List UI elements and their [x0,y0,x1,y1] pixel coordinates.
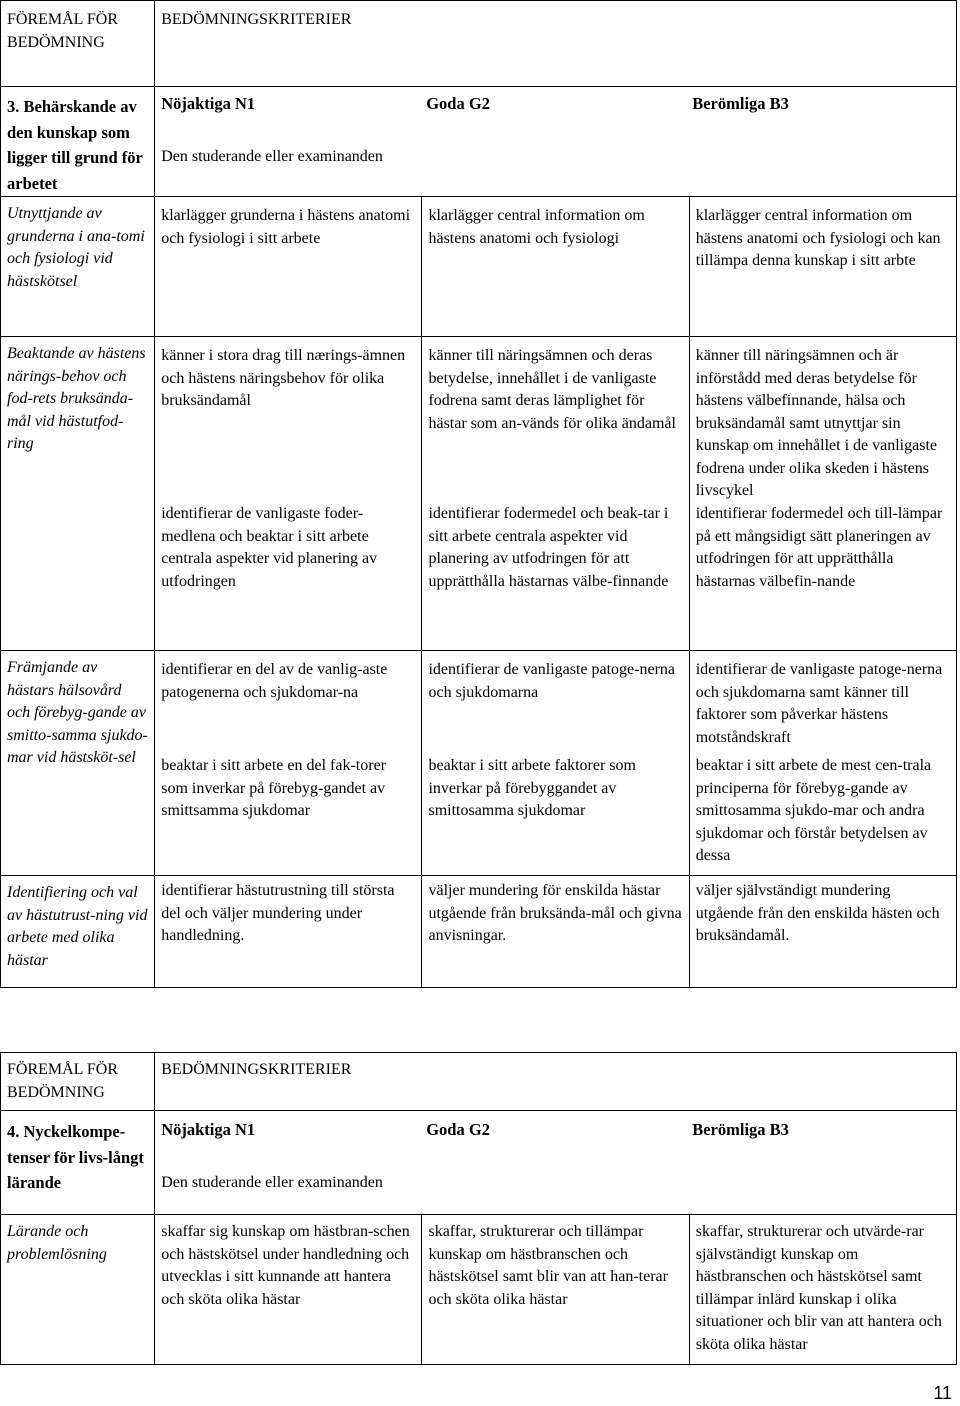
subject-line: Den studerande eller examinanden [161,1173,383,1191]
level-headings [161,93,950,116]
section-title: 4. Nyckelkompe-tenser för livs-långt lärande [7,1122,144,1192]
row-label-feeding: Beaktande av hästens närings-behov och fod-rets bruksända-mål vid hästutfod-ring [1,337,155,651]
section-title-cell [1,1111,155,1215]
cell-b3: klarlägger central information om hästens anatomi och fysiologi och kan tillämpa denna kunskap i sitt arbte [689,197,956,337]
cell-b3: identifierar de vanligaste patoge-nerna och sjukdomarna samt känner till faktorer som påverkar hästens motståndskraft beaktar i sitt arbete de mest cen-trala principerna för förebyg-gande av smittosamma sjukdo-mar och andra sjukdomar och förstår betydelsen av dessa [689,651,956,876]
level-g2: Goda G2 [426,94,490,113]
subject-line: Den studerande eller examinanden [161,147,383,165]
cell-n1: känner i stora drag till nærings-ämnen och hästens näringsbehov för olika bruksändamål identifierar de vanligaste foder-medlena och beaktar i sitt arbete centrala aspekter vid planering av utfodringen [155,337,422,651]
level-b3: Berömliga B3 [692,94,789,113]
header-object-cell [1,1,155,87]
header-object: FÖREMÅL FÖR BEDÖMNING [7,11,118,51]
cell-g2: klarlägger central information om hästens anatomi och fysiologi [422,197,689,337]
header-criteria: BEDÖMNINGSKRITERIER [161,11,352,28]
header-object: FÖREMÅL FÖR BEDÖMNING [7,1061,118,1101]
cell-g2: identifierar de vanligaste patoge-nerna och sjukdomarna beaktar i sitt arbete faktorer som inverkar på förebyggandet av smittosamma sjukdomar [422,651,689,876]
row-label-learning: Lärande och problemlösning [1,1215,155,1365]
cell-b3: väljer självständigt mundering utgående från den enskilda hästen och bruksändamål. [689,876,956,988]
level-n1: Nöjaktiga N1 [161,1120,256,1139]
level-g2: Goda G2 [426,1120,490,1139]
row-label-anatomy: Utnyttjande av grunderna i ana-tomi och fysiologi vid hästskötsel [1,197,155,337]
row-label-health: Främjande av hästars hälsovård och förebyg-gande av smitto-samma sjukdo-mar vid hästsköt-sel [1,651,155,876]
section-title-cell [1,87,155,197]
header-object-cell [1,1053,155,1111]
level-n1: Nöjaktiga N1 [161,94,256,113]
cell-n1: identifierar en del av de vanlig-aste patogenerna och sjukdomar-na beaktar i sitt arbete en del fak-torer som inverkar på förebyg-gandet av smittsamma sjukdomar [155,651,422,876]
criteria-table-4 [0,1052,957,1365]
cell-g2: väljer mundering för enskilda hästar utgående från bruksända-mål och givna anvisningar. [422,876,689,988]
section-title: 3. Behärskande av den kunskap som ligger till grund för arbetet [7,97,143,193]
level-headings [161,1119,950,1142]
header-criteria-cell [155,1,957,87]
cell-g2: känner till näringsämnen och deras betydelse, innehållet i de vanligaste fodrena samt deras lämplighet för hästar som an-vänds för olika ändamål identifierar fodermedel och beak-tar i sitt arbete centrala aspekter vid planering av utfodringen för att upprätthålla hästarnas välbe-finnande [422,337,689,651]
cell-n1: klarlägger grunderna i hästens anatomi och fysiologi i sitt arbete [155,197,422,337]
cell-g2: skaffar, strukturerar och tillämpar kunskap om hästbranschen och hästskötsel samt blir van att han-terar och sköta olika hästar [422,1215,689,1365]
cell-n1: identifierar hästutrustning till största del och väljer mundering under handledning. [155,876,422,988]
row-label-equipment: Identifiering och val av hästutrust-ning vid arbete med olika hästar [1,876,155,988]
levels-cell [155,87,957,197]
header-criteria: BEDÖMNINGSKRITERIER [161,1061,352,1078]
page-number: 11 [933,1383,952,1403]
level-b3: Berömliga B3 [692,1120,789,1139]
cell-b3: känner till näringsämnen och är införstådd med deras betydelse för hästens välbefinnande, hälsa och bruksändamål samt utnyttjar sin kunskap om innehållet i de vanligaste fodrena under olika skeden i hästens livscykel identifierar fodermedel och till-lämpar på ett mångsidigt sätt planeringen av utfodringen för att upprätthålla hästarnas välbefin-nande [689,337,956,651]
levels-cell [155,1111,957,1215]
cell-n1: skaffar sig kunskap om hästbran-schen och hästskötsel under handledning och utvecklas i sitt kunnande att hantera och sköta olika hästar [155,1215,422,1365]
cell-b3: skaffar, strukturerar och utvärde-rar självständigt kunskap om hästbranschen och hästskötsel samt tillämpar inlärd kunskap i olika situationer och blir van att hantera och sköta olika hästar [689,1215,956,1365]
header-criteria-cell [155,1053,957,1111]
